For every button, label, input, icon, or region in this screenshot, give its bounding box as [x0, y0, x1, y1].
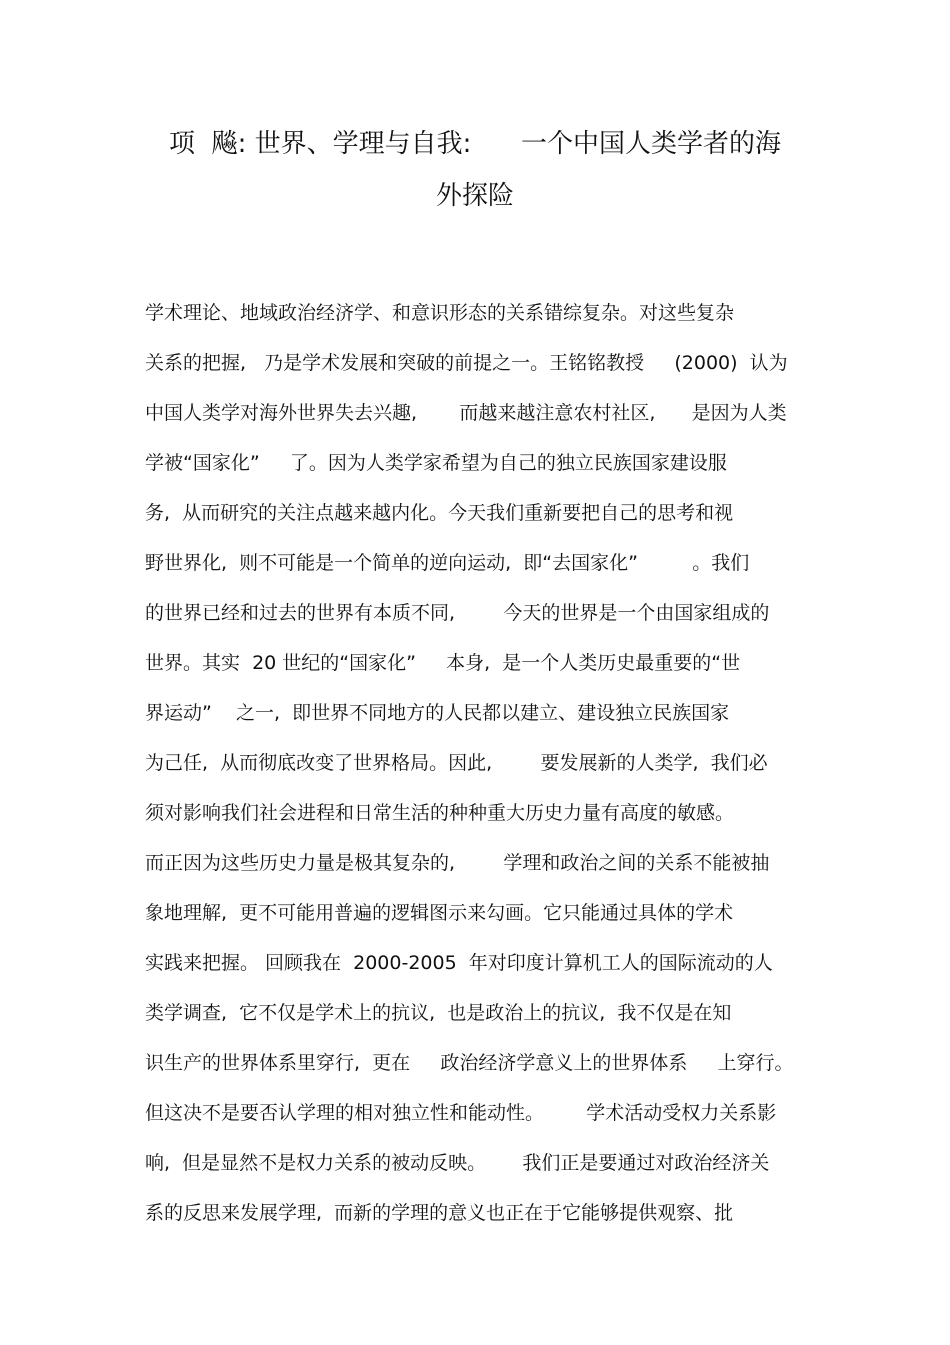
body-line: 系的反思来发展学理, 而新的学理的意义也正在于它能够提供观察、批: [145, 1202, 734, 1224]
body-text: [145, 292, 825, 1242]
body-line: 的世界已经和过去的世界有本质不同, 今天的世界是一个由国家组成的: [145, 602, 770, 624]
body-line: 世界。其实 20 世纪的“国家化” 本身, 是一个人类历史最重要的“世: [145, 652, 741, 674]
body-line: 但这决不是要否认学理的相对独立性和能动性。 学术活动受权力关系影: [145, 1102, 777, 1124]
body-line: 须对影响我们社会进程和日常生活的种种重大历史力量有高度的敏感。: [145, 802, 735, 824]
body-line: 界运动” 之一, 即世界不同地方的人民都以建立、建设独立民族国家: [145, 702, 730, 724]
body-line: 实践来把握。 回顾我在 2000-2005 年对印度计算机工人的国际流动的人: [145, 952, 773, 974]
body-line: 识生产的世界体系里穿行, 更在 政治经济学意义上的世界体系 上穿行。: [145, 1052, 794, 1074]
body-line: 关系的把握, 乃是学术发展和突破的前提之一。王铭铭教授 (2000) 认为: [145, 352, 788, 374]
body-line: 象地理解, 更不可能用普遍的逻辑图示来勾画。它只能通过具体的学术: [145, 902, 734, 924]
body-line: 为己任, 从而彻底改变了世界格局。因此, 要发展新的人类学, 我们必: [145, 752, 768, 774]
title-line-2: 外探险: [435, 181, 514, 211]
body-line: 而正因为这些历史力量是极其复杂的, 学理和政治之间的关系不能被抽: [145, 852, 770, 874]
body-line: 学被“国家化” 了。因为人类学家希望为自己的独立民族国家建设服: [145, 452, 727, 474]
title-line-1: 项 飚: 世界、学理与自我: 一个中国人类学者的海: [169, 129, 781, 159]
body-line: 野世界化, 则不可能是一个简单的逆向运动, 即“去国家化” 。我们: [145, 552, 750, 574]
body-line: 类学调查, 它不仅是学术上的抗议, 也是政治上的抗议, 我不仅是在知: [145, 1002, 732, 1024]
body-line: 中国人类学对海外世界失去兴趣, 而越来越注意农村社区, 是因为人类: [145, 402, 787, 424]
body-line: 学术理论、地域政治经济学、和意识形态的关系错综复杂。对这些复杂: [145, 302, 735, 324]
body-line: 响, 但是显然不是权力关系的被动反映。 我们正是要通过对政治经济关: [145, 1152, 770, 1174]
document-title: [120, 118, 830, 222]
body-line: 务, 从而研究的关注点越来越内化。今天我们重新要把自己的思考和视: [145, 502, 734, 524]
